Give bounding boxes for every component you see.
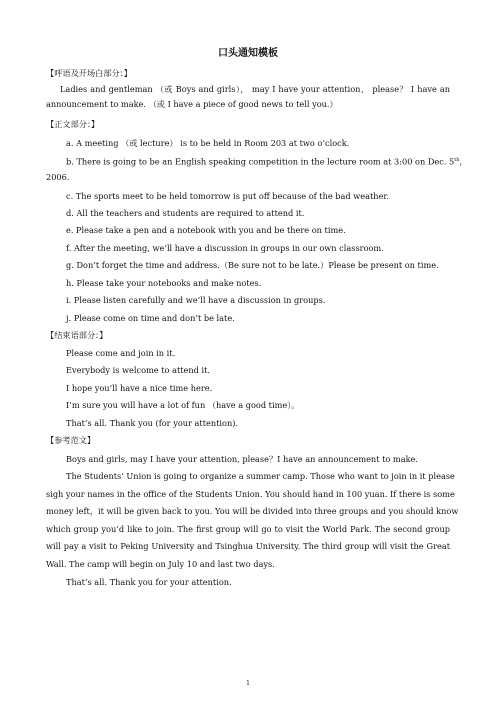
closing-line-1: Please come and join in it. [66,348,176,358]
closing-line-4: I’m sure you will have a lot of fun （have a good time）。 [66,400,300,410]
body-item-e: e. Please take a pen and a notebook with you and be there on time. [66,225,346,235]
body-item-i: i. Please listen carefully and we’ll have a discussion in groups. [66,295,326,305]
page-title: 口头通知模板 [218,48,278,59]
body-item-j: j. Please come on time and don’t be late. [66,313,235,323]
body-item-f: f. After the meeting, we’ll have a discussion in groups in our own classroom. [66,243,384,253]
greeting-line-1: Ladies and gentleman （或 Boys and girls）， may I have your attention， please？ I have an [60,84,450,94]
section-heading-body: 【正文部分：】 [46,119,100,129]
body-item-c: c. The sports meet to be held tomorrow is put off because of the bad weather. [66,191,390,201]
page-number: 1 [246,680,250,687]
sample-paragraph-line-6: Wall. The camp will begin on July 10 and last two days. [46,559,275,569]
section-heading-sample: 【参考范文】 [46,435,96,445]
sample-paragraph-line-4: which group you’d like to join. The first group will go to visit the World Park. The second group [46,524,450,534]
sample-closing-line: That’s all. Thank you for your attention. [66,577,232,587]
greeting-line-2: announcement to make. （或 I have a piece of good news to tell you.） [46,99,338,109]
closing-line-2: Everybody is welcome to attend it. [66,365,211,375]
body-item-b-line1: b. There is going to be an English speaking competition in the lecture room at 3:00 on Dec. 5th, [66,156,463,167]
closing-line-3: I hope you’ll have a nice time here. [66,383,213,393]
body-item-d: d. All the teachers and students are required to attend it. [66,208,305,218]
sample-paragraph-line-5: will pay a visit to Peking University and Tsinghua University. The third group will visit the Great [46,541,450,551]
sample-paragraph-line-3: money left，it will be given back to you. You will be divided into three groups and you should know [46,506,459,516]
body-item-a: a. A meeting （或 lecture） is to be held in Room 203 at two o’clock. [66,138,350,148]
sample-paragraph-line-1: The Students’ Union is going to organize a summer camp. Those who want to join in it please [66,471,455,481]
sample-line-1: Boys and girls, may I have your attention, please？I have an announcement to make. [66,454,418,464]
section-heading-greeting: 【呼语及开场白部分：】 [46,68,132,78]
body-item-h: h. Please take your notebooks and make notes. [66,278,262,288]
closing-line-5: That’s all. Thank you (for your attention). [66,418,239,428]
body-item-b-line2: 2006. [46,172,70,182]
section-heading-closing: 【结束语部分：】 [46,330,108,340]
body-item-g: g. Don’t forget the time and address.（Be sure not to be late.）Please be present on time. [66,260,439,270]
sample-paragraph-line-2: sigh your names in the office of the Students Union. You should hand in 100 yuan. If there is some [46,489,455,499]
